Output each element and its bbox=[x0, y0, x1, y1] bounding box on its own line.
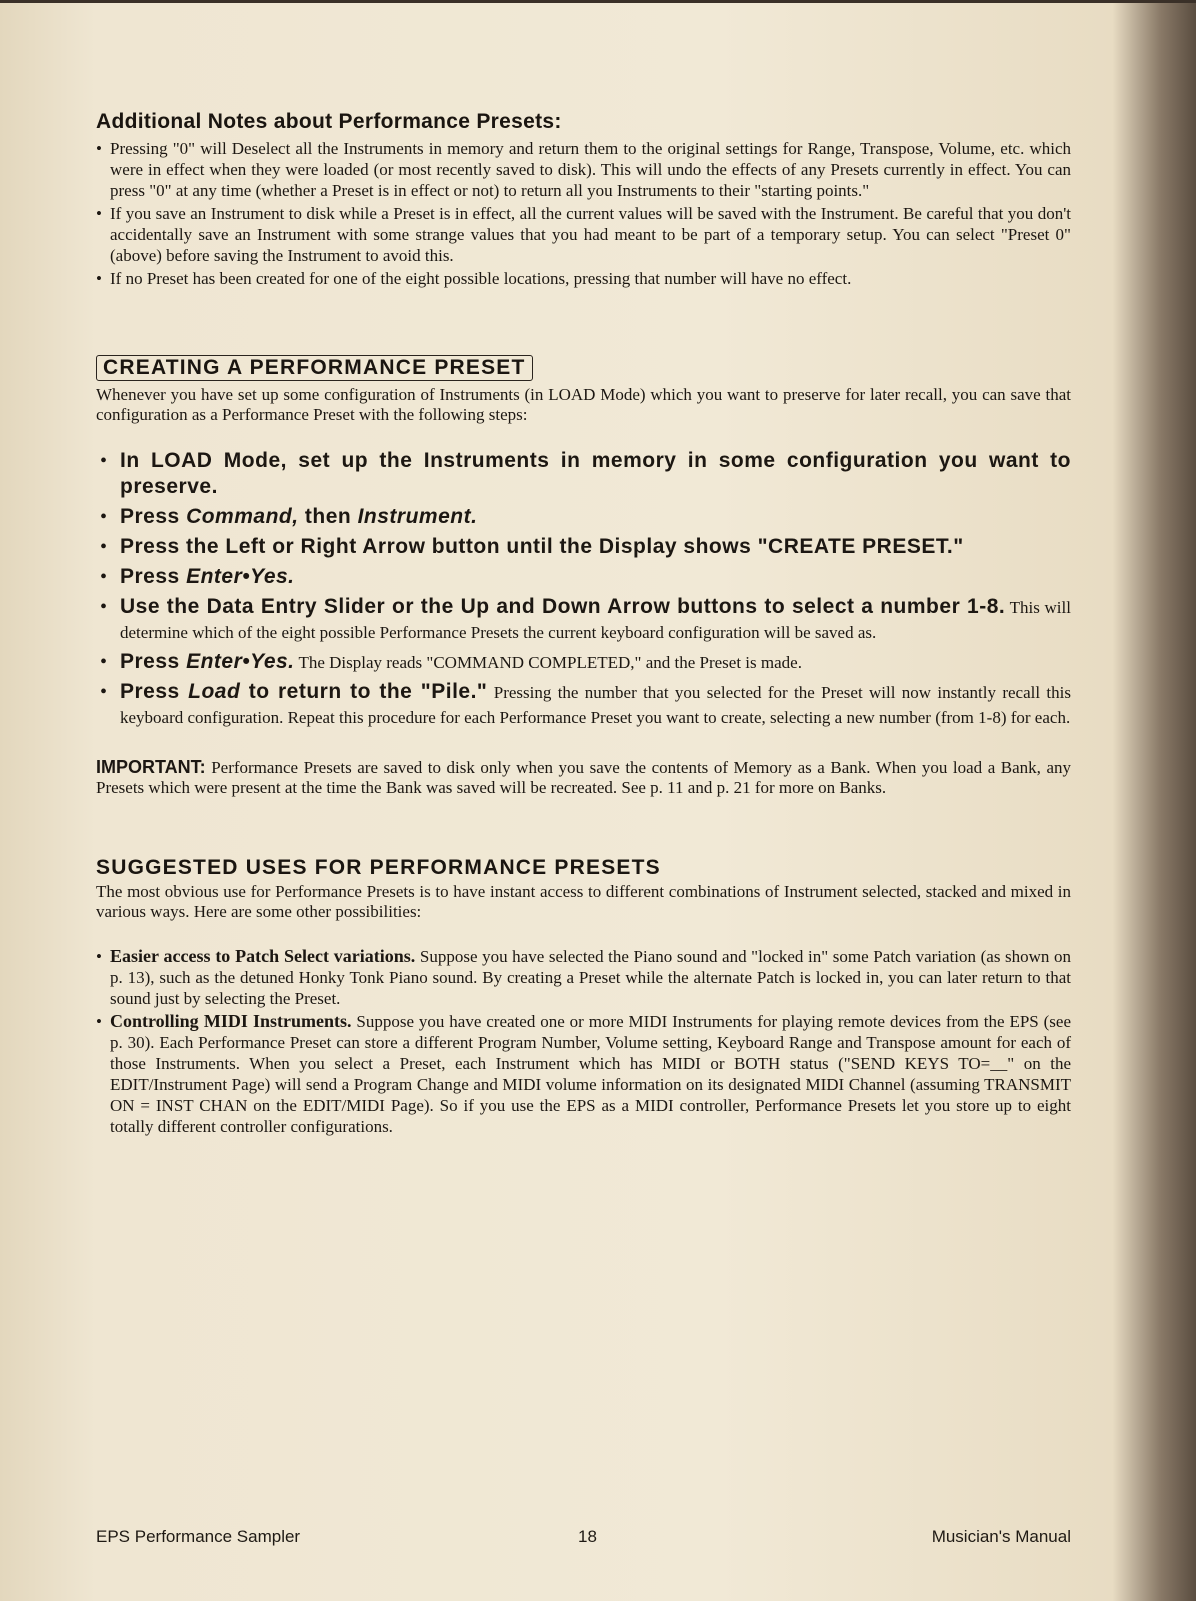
instrument-key-label: Instrument. bbox=[357, 505, 478, 528]
step-1-text: In LOAD Mode, set up the Instruments in memory in some configuration you want to preserve. bbox=[120, 449, 1071, 498]
step-6-part: Press bbox=[120, 650, 187, 673]
load-key-label: Load bbox=[188, 680, 241, 703]
step-4-part: Press bbox=[120, 565, 187, 588]
step-5-bold: Use the Data Entry Slider or the Up and Down Arrow buttons to select a number 1-8. bbox=[120, 595, 1006, 618]
use-item-lead: Easier access to Patch Select variations. bbox=[110, 946, 416, 966]
step-item bbox=[96, 505, 1071, 531]
page-top-edge bbox=[0, 0, 1196, 3]
use-item-text: Suppose you have created one or more MIDI Instruments for playing remote devices from the EPS (see p. 30). Each Performance Preset can store a different Program Number, Volume setting, Keyboard Range and Transpose amount for each of those Instruments. When you select a Preset, each Instrument which has MIDI or BOTH status ("SEND KEYS TO=__" on the EDIT/Instrument Page) will send a Program Change and MIDI volume information on its designated MIDI Channel (assuming TRANSMIT ON = INST CHAN on the EDIT/MIDI Page). So if you use the EPS as a MIDI controller, Performance Presets let you store up to eight totally different controller configurations. bbox=[110, 1012, 1072, 1136]
step-item bbox=[96, 535, 1071, 561]
step-6-text: The Display reads "COMMAND COMPLETED," and the Preset is made. bbox=[294, 653, 802, 672]
step-item bbox=[96, 565, 1071, 591]
use-item-lead: Controlling MIDI Instruments. bbox=[110, 1011, 352, 1031]
important-note bbox=[96, 757, 1071, 798]
use-item bbox=[96, 946, 1071, 1009]
step-item bbox=[96, 680, 1071, 731]
important-text: Performance Presets are saved to disk only when you save the contents of Memory as a Bank. When you load a Bank, any Presets which were present at the time the Bank was saved will be recreated. See p. 11 and p. 21 for more on Banks. bbox=[96, 758, 1071, 797]
note-item: • Pressing "0" will Deselect all the Instruments in memory and return them to the original settings for Range, Transpose, Volume, etc. which were in effect when they were loaded (or most recently saved to disk). This will undo the effects of any Presets currently in effect. You can press "0" at any time (whether a Preset is in effect or not) to return all you Instruments to their "starting points." bbox=[96, 138, 1071, 201]
step-7-part: Press bbox=[120, 680, 189, 703]
footer-manual-name: Musician's Manual bbox=[931, 1527, 1071, 1546]
step-7-text: Pressing the number that you selected for the Preset will now instantly recall this keyboard configuration. Repeat this procedure for each Performance Preset you want to create, selecting a new number (from 1-8) for each. bbox=[120, 683, 1071, 727]
section-heading-additional-notes: Additional Notes about Performance Presets: bbox=[96, 110, 562, 133]
step-2-part: then bbox=[298, 505, 358, 528]
use-item bbox=[96, 1011, 1071, 1137]
use-item-text: Suppose you have selected the Piano sound and "locked in" some Patch variation (as shown on p. 13), such as the detuned Honky Tonk Piano sound. By creating a Preset while the alternate Patch is locked in, you can later return to that sound just by selecting the Preset. bbox=[110, 947, 1071, 1008]
note-item: • If you save an Instrument to disk while a Preset is in effect, all the current values will be saved with the Instrument. Be careful that you don't accidentally save an Instrument with some strange values that you had meant to be part of a temporary setup. You can select "Preset 0" (above) before saving the Instrument to avoid this. bbox=[96, 203, 1071, 266]
footer-title: EPS Performance Sampler bbox=[96, 1527, 301, 1546]
step-7-part: to return to the "Pile." bbox=[240, 680, 488, 703]
step-item bbox=[96, 650, 1071, 676]
section-heading-creating bbox=[96, 355, 1071, 381]
section-heading-suggested-uses: SUGGESTED USES FOR PERFORMANCE PRESETS bbox=[96, 856, 661, 879]
notes-list bbox=[96, 138, 1071, 289]
manual-page bbox=[96, 110, 1071, 1139]
important-label: IMPORTANT: bbox=[96, 757, 206, 777]
step-item bbox=[96, 449, 1071, 501]
step-3-text: Press the Left or Right Arrow button until the Display shows "CREATE PRESET." bbox=[120, 535, 964, 558]
note-item: • If no Preset has been created for one of the eight possible locations, pressing that number will have no effect. bbox=[96, 268, 1071, 289]
step-item bbox=[96, 595, 1071, 646]
suggested-intro: The most obvious use for Performance Presets is to have instant access to different combinations of Instrument selected, stacked and mixed in various ways. Here are some other possibilities: bbox=[96, 882, 1071, 921]
creating-intro: Whenever you have set up some configuration of Instruments (in LOAD Mode) which you want to preserve for later recall, you can save that configuration as a Performance Preset with the following steps: bbox=[96, 385, 1071, 424]
enter-yes-key-label: Enter•Yes. bbox=[186, 565, 295, 588]
step-5-text: This will determine which of the eight possible Performance Presets the current keyboard configuration will be saved as. bbox=[120, 598, 1071, 642]
enter-yes-key-label: Enter•Yes. bbox=[186, 650, 295, 673]
command-key-label: Command, bbox=[186, 505, 299, 528]
uses-list bbox=[96, 946, 1071, 1137]
creating-heading-text: CREATING A PERFORMANCE PRESET bbox=[96, 355, 533, 381]
page-number: 18 bbox=[578, 1527, 597, 1546]
steps-list bbox=[96, 449, 1071, 731]
step-2-part: Press bbox=[120, 505, 187, 528]
